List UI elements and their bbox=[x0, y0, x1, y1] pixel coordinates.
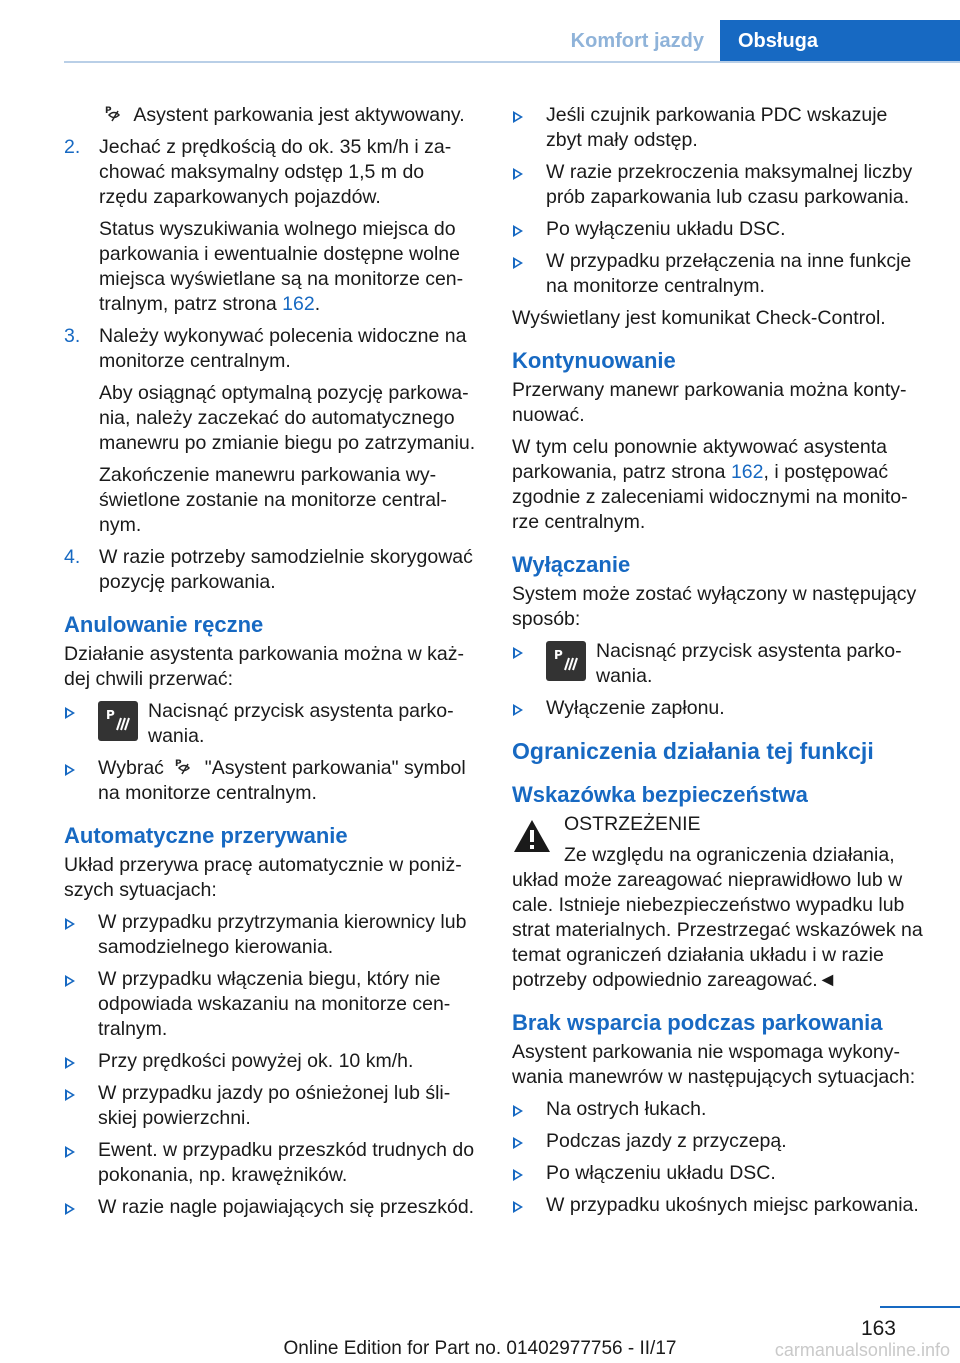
off-text: System może zostać wyłączony w następujący sposób: bbox=[512, 583, 917, 630]
cancel-text: Działanie asystenta parkowania można w każ‐ dej chwili przerwać: bbox=[64, 643, 464, 690]
list-item: W przypadku jazdy po ośnieżonej lub śli‐ skiej powierzchni. bbox=[64, 1081, 478, 1131]
edition-note: Online Edition for Part no. 01402977756 - II/17 bbox=[283, 1338, 677, 1359]
list-item: W przypadku przytrzymania kierownicy lub samodzielnego kierowania. bbox=[64, 910, 478, 960]
cancel-heading: Anulowanie ręczne bbox=[64, 612, 264, 637]
list-item: Na ostrych łukach. bbox=[512, 1097, 926, 1122]
parking-assist-icon bbox=[103, 706, 133, 736]
svg-text:P: P bbox=[175, 759, 182, 769]
warning-triangle-icon bbox=[512, 818, 552, 854]
continue-heading: Kontynuowanie bbox=[512, 348, 676, 373]
step-text: W razie potrzeby samodzielnie skorygować pozycję parkowania. bbox=[99, 546, 473, 593]
limits-heading: Ograniczenia działania tej funkcji bbox=[512, 738, 874, 764]
step-text-post: . bbox=[314, 293, 321, 315]
svg-text:P: P bbox=[105, 106, 112, 116]
svg-text:P: P bbox=[106, 708, 115, 722]
continue-pre: W tym celu ponownie aktywować asystenta parkowania, patrz strona bbox=[512, 436, 887, 483]
header-tabs bbox=[534, 20, 960, 62]
list-item: Ewent. w przypadku przeszkód trudnych do pokonania, np. krawężników. bbox=[64, 1138, 478, 1188]
page-link[interactable]: 162 bbox=[730, 461, 764, 483]
step-text-pre: Status wyszukiwania wolnego miejsca do parkowania i ewentualnie dostępne wolne miejsca wyświetlane są na monitorze cen‐ tralnym, patrz strona bbox=[99, 218, 464, 315]
warning-text: Ze względu na ograniczenia działania, układ może zareagować nieprawidłowo lub w cale. Istnieje niebezpieczeństwo wypadku lub strat materialnych. Przestrzegać wskazówek na temat ograniczeń działania układu i w razie potrzeby odpowiednio zareagować.◄ bbox=[512, 844, 923, 991]
step-text: Aby osiągnąć optymalną pozycję parkowa‐ nia, należy zaczekać do automatycznego manewru po zmianie biegu po zatrzymaniu. bbox=[99, 382, 476, 454]
list-item: W razie nagle pojawiających się przeszkód. bbox=[64, 1195, 478, 1220]
parking-assist-icon bbox=[173, 757, 195, 777]
intro-line bbox=[64, 103, 478, 128]
off-heading: Wyłączanie bbox=[512, 552, 631, 577]
parking-assist-icon bbox=[103, 104, 125, 124]
off-button-text: Nacisnąć przycisk asystenta parko‐ wania. bbox=[596, 640, 902, 687]
list-item: Przy prędkości powyżej ok. 10 km/h. bbox=[64, 1049, 478, 1074]
parking-assist-icon bbox=[551, 646, 581, 676]
continue-text: Przerwany manewr parkowania można konty‐ nuować. bbox=[512, 379, 907, 426]
header-section-title: Komfort jazdy bbox=[570, 29, 704, 52]
auto-text: Układ przerywa pracę automatycznie w poniż‐ szych sytuacjach: bbox=[64, 854, 462, 901]
continue-post: , i postępować zgodnie z zaleceniami widocznymi na monito‐ rze centralnym. bbox=[512, 461, 908, 533]
list-item: Wyłączenie zapłonu. bbox=[512, 696, 926, 721]
right-column bbox=[512, 103, 926, 1225]
list-item: W przypadku włączenia biegu, który nie odpowiada wskazaniu na monitorze cen‐ tralnym. bbox=[64, 967, 478, 1042]
nosupport-heading: Brak wsparcia podczas parkowania bbox=[512, 1010, 883, 1035]
list-item: Jeśli czujnik parkowania PDC wskazuje zbyt mały odstęp. bbox=[512, 103, 926, 153]
header-chapter-title: Obsługa bbox=[720, 20, 960, 62]
list-item: W razie przekroczenia maksymalnej liczby prób zaparkowania lub czasu parkowania. bbox=[512, 160, 926, 210]
off-button-item bbox=[512, 639, 926, 689]
continue-instructions bbox=[512, 435, 926, 535]
warning-title: OSTRZEŻENIE bbox=[564, 813, 701, 835]
parking-button-icon bbox=[546, 641, 586, 681]
list-item: Po wyłączeniu układu DSC. bbox=[512, 217, 926, 242]
step-4 bbox=[64, 545, 478, 595]
step-text: Jechać z prędkością do ok. 35 km/h i za‐ chować maksymalny odstęp 1,5 m do rzędu zaparkowanych pojazdów. bbox=[99, 136, 452, 208]
list-item: Podczas jazdy z przyczepą. bbox=[512, 1129, 926, 1154]
footer-divider bbox=[880, 1306, 960, 1308]
step-text-2 bbox=[99, 217, 478, 317]
step-text: Zakończenie manewru parkowania wy‐ świetlone zostanie na monitorze central‐ nym. bbox=[99, 464, 447, 536]
list-item: Po włączeniu układu DSC. bbox=[512, 1161, 926, 1186]
svg-text:P: P bbox=[554, 648, 563, 662]
list-item: W przypadku ukośnych miejsc parkowania. bbox=[512, 1193, 926, 1218]
step-number: 2. bbox=[64, 136, 81, 158]
step-2 bbox=[64, 135, 478, 317]
safety-heading: Wskazówka bezpieczeństwa bbox=[512, 782, 808, 807]
step-number: 4. bbox=[64, 546, 81, 568]
intro-text: Asystent parkowania jest aktywowany. bbox=[133, 104, 465, 126]
cancel-select-post: "Asystent parkowania" symbol na monitorze centralnym. bbox=[98, 757, 466, 804]
left-column bbox=[64, 103, 478, 1227]
check-control-text: Wyświetlany jest komunikat Check-Control. bbox=[512, 307, 886, 329]
cancel-button-item bbox=[64, 699, 478, 749]
auto-heading: Automatyczne przerywanie bbox=[64, 823, 348, 848]
cancel-select-item bbox=[64, 756, 478, 806]
page-link[interactable]: 162 bbox=[282, 293, 315, 315]
nosupport-text: Asystent parkowania nie wspomaga wykony‐ wania manewrów w następujących sytuacjach: bbox=[512, 1041, 916, 1088]
step-number: 3. bbox=[64, 325, 81, 347]
list-item: W przypadku przełączenia na inne funkcje na monitorze centralnym. bbox=[512, 249, 926, 299]
cancel-button-text: Nacisnąć przycisk asystenta parko‐ wania. bbox=[148, 700, 454, 747]
parking-button-icon bbox=[98, 701, 138, 741]
step-3 bbox=[64, 324, 478, 538]
step-text: Należy wykonywać polecenia widoczne na monitorze centralnym. bbox=[99, 325, 467, 372]
page-number: 163 bbox=[860, 1317, 896, 1340]
cancel-select-pre: Wybrać bbox=[98, 757, 164, 779]
header-divider bbox=[64, 61, 960, 63]
watermark: carmanualsonline.info bbox=[774, 1340, 950, 1360]
